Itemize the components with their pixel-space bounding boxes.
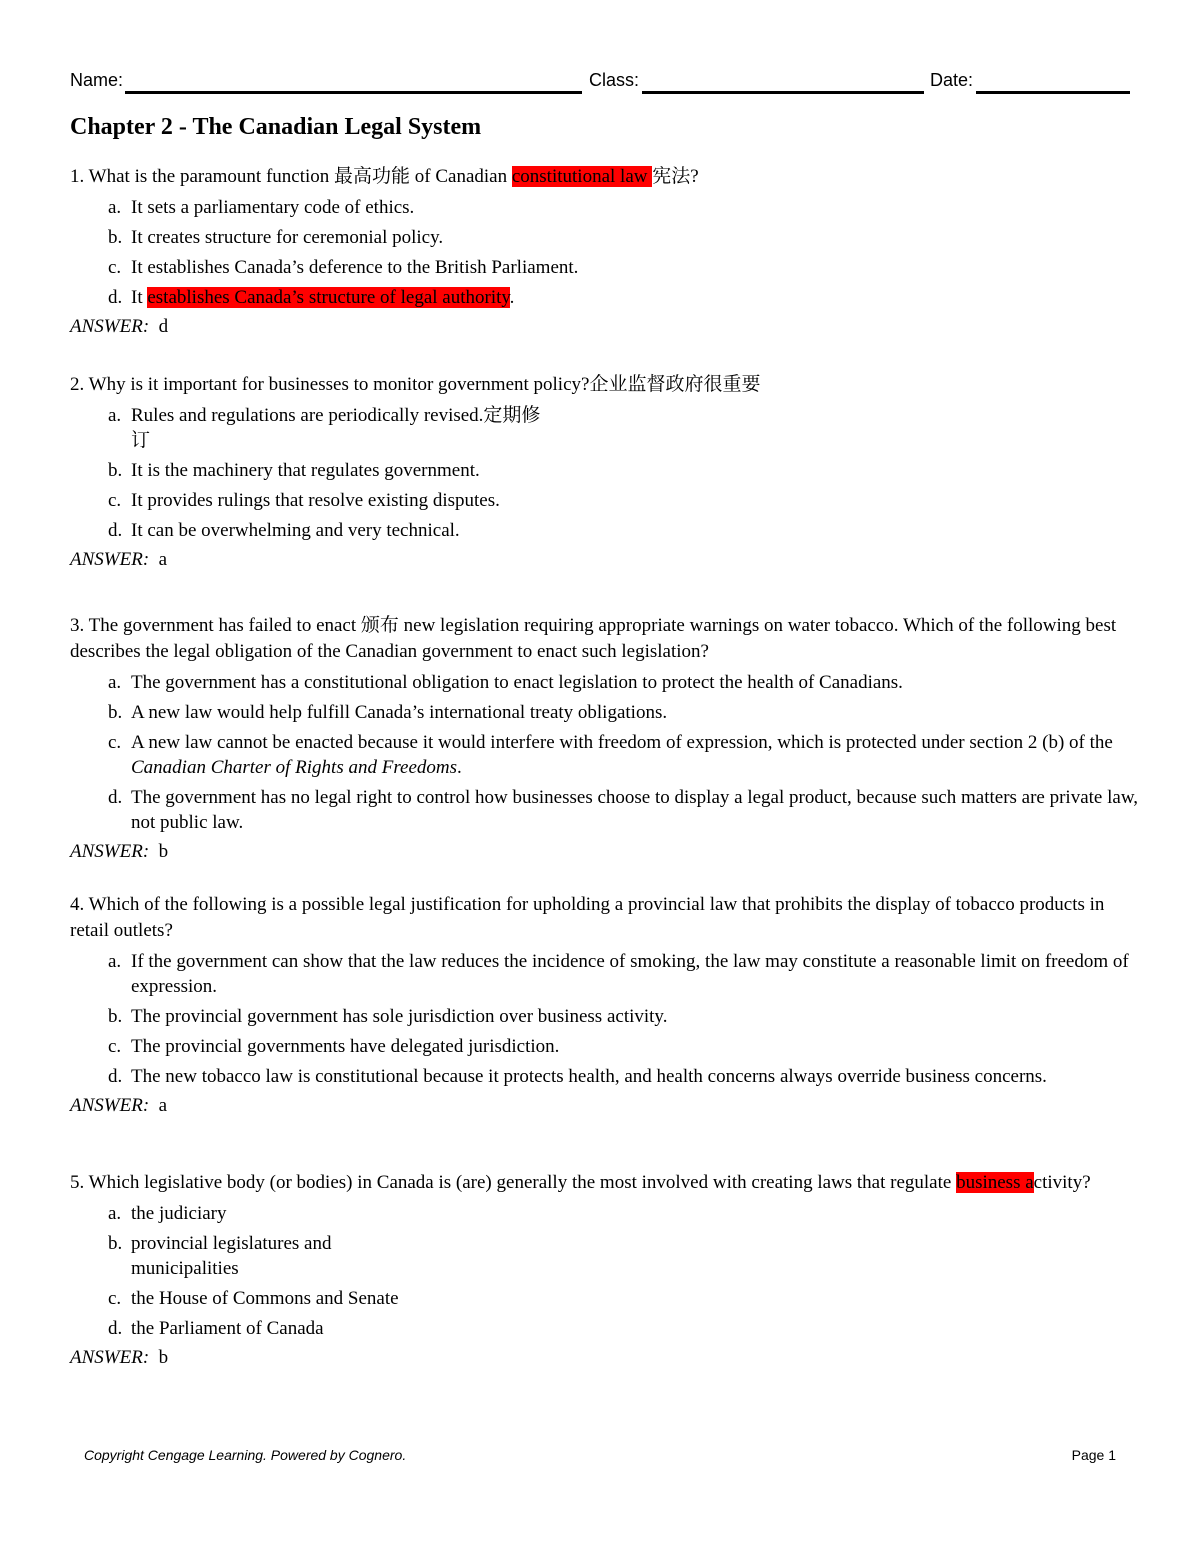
- answer-line: [70, 547, 1140, 573]
- option-text: the Parliament of Canada: [131, 1318, 324, 1339]
- question-stem: [70, 164, 1140, 190]
- option-text: The government has no legal right to control how businesses choose to display a legal product, because such matters are private law, not public law.: [131, 787, 1139, 833]
- option-letter: c.: [108, 257, 122, 278]
- option-text: If the government can show that the law reduces the incidence of smoking, the law may constitute a reasonable limit on freedom of expression.: [131, 951, 1129, 997]
- option-a: [70, 949, 1140, 999]
- option-letter: a.: [108, 951, 122, 972]
- question-stem: [70, 613, 1140, 665]
- question-number: 4.: [70, 894, 85, 915]
- option-text: It establishes Canada’s deference to the British Parliament.: [131, 257, 579, 278]
- answer-line: [70, 314, 1140, 340]
- option-text: It creates structure for ceremonial policy.: [131, 227, 444, 248]
- option-b: [70, 458, 1140, 483]
- highlighted-text: establishes Canada’s structure of legal authority: [147, 287, 510, 308]
- answer-value: a: [158, 1095, 168, 1116]
- option-letter: b.: [108, 702, 123, 723]
- copyright-text: Copyright Cengage Learning. Powered by Cognero.: [84, 1447, 407, 1463]
- option-letter: d.: [108, 1066, 123, 1087]
- option-text: A new law would help fulfill Canada’s international treaty obligations.: [131, 702, 668, 723]
- stem-text: ctivity?: [1033, 1172, 1091, 1193]
- option-letter: a.: [108, 197, 122, 218]
- option-c: [70, 730, 1140, 780]
- option-letter: c.: [108, 490, 122, 511]
- answer-label: ANSWER:: [70, 316, 150, 337]
- answer-value: b: [158, 1347, 169, 1368]
- option-c: [70, 255, 1140, 280]
- option-a: [70, 1201, 1140, 1226]
- option-text: 订: [131, 430, 151, 451]
- option-letter: d.: [108, 520, 123, 541]
- question-3: [70, 613, 1140, 865]
- option-text: .: [509, 287, 515, 308]
- option-a: [70, 670, 1140, 695]
- option-letter: c.: [108, 732, 122, 753]
- charter-title: Canadian Charter of Rights and Freedoms: [131, 757, 457, 778]
- option-letter: b.: [108, 227, 123, 248]
- option-letter: b.: [108, 1233, 123, 1254]
- option-d: [70, 518, 1140, 543]
- option-text: Rules and regulations are periodically revised.定期修: [131, 405, 541, 426]
- option-a: [70, 195, 1140, 220]
- option-letter: d.: [108, 1318, 123, 1339]
- question-stem: [70, 372, 1140, 398]
- question-number: 1.: [70, 166, 85, 187]
- question-number: 5.: [70, 1172, 85, 1193]
- answer-line: [70, 839, 1140, 865]
- option-text: The new tobacco law is constitutional because it protects health, and health concerns always override business concerns.: [131, 1066, 1047, 1087]
- option-c: [70, 1286, 1140, 1311]
- highlighted-text: constitutional law: [511, 166, 653, 187]
- option-d: [70, 1064, 1140, 1089]
- stem-text: The government has failed to enact 颁布 new legislation requiring appropriate warnings on water tobacco. Which of the following best describes the legal obligation of the Canadian government to enact such legislation?: [70, 615, 1117, 662]
- question-number: 3.: [70, 615, 85, 636]
- answer-label: ANSWER:: [70, 841, 150, 862]
- date-label: Date:: [930, 70, 974, 90]
- answer-label: ANSWER:: [70, 1095, 150, 1116]
- answer-label: ANSWER:: [70, 1347, 150, 1368]
- option-text: municipalities: [131, 1258, 239, 1279]
- option-b: [70, 700, 1140, 725]
- option-c: [70, 488, 1140, 513]
- stem-text: What is the paramount function 最高功能 of Canadian: [88, 166, 512, 187]
- question-number: 2.: [70, 374, 85, 395]
- option-text: It: [131, 287, 148, 308]
- answer-value: b: [158, 841, 169, 862]
- question-2: [70, 372, 1140, 573]
- answer-value: a: [158, 549, 168, 570]
- option-text: It is the machinery that regulates government.: [131, 460, 480, 481]
- option-letter: a.: [108, 672, 122, 693]
- answer-line: [70, 1093, 1140, 1119]
- option-letter: a.: [108, 1203, 122, 1224]
- option-letter: b.: [108, 1006, 123, 1027]
- question-stem: [70, 892, 1140, 944]
- stem-text: Which of the following is a possible legal justification for upholding a provincial law that prohibits the display of tobacco products in retail outlets?: [70, 894, 1105, 941]
- option-a: [70, 403, 1140, 453]
- option-text: the judiciary: [131, 1203, 227, 1224]
- question-stem: [70, 1170, 1140, 1196]
- option-letter: b.: [108, 460, 123, 481]
- option-letter: c.: [108, 1288, 122, 1309]
- option-text: It can be overwhelming and very technical.: [131, 520, 460, 541]
- option-d: [70, 285, 1140, 310]
- option-d: [70, 1316, 1140, 1341]
- option-text: provincial legislatures and: [131, 1233, 332, 1254]
- stem-text: Why is it important for businesses to monitor government policy?企业监督政府很重要: [88, 374, 761, 395]
- option-d: [70, 785, 1140, 835]
- date-line: [976, 91, 1130, 94]
- highlighted-text: business a: [956, 1172, 1034, 1193]
- option-text: The provincial governments have delegated jurisdiction.: [131, 1036, 560, 1057]
- class-label: Class:: [589, 70, 640, 90]
- question-1: [70, 164, 1140, 340]
- option-text: .: [457, 757, 462, 778]
- class-line: [642, 91, 924, 94]
- student-info-header: [70, 70, 1130, 96]
- option-text: the House of Commons and Senate: [131, 1288, 399, 1309]
- page-number: Page 1: [1071, 1447, 1116, 1463]
- option-b: [70, 1004, 1140, 1029]
- answer-line: [70, 1345, 1140, 1371]
- stem-text: 宪法?: [652, 166, 699, 187]
- option-letter: a.: [108, 405, 122, 426]
- chapter-title: Chapter 2 - The Canadian Legal System: [70, 114, 482, 140]
- option-letter: c.: [108, 1036, 122, 1057]
- question-4: [70, 892, 1140, 1119]
- name-line: [125, 91, 582, 94]
- option-text: A new law cannot be enacted because it would interfere with freedom of expression, which is protected under section 2 (b) of the: [131, 732, 1113, 753]
- answer-value: d: [158, 316, 169, 337]
- option-letter: d.: [108, 287, 123, 308]
- answer-label: ANSWER:: [70, 549, 150, 570]
- option-letter: d.: [108, 787, 123, 808]
- option-b: [70, 225, 1140, 250]
- option-c: [70, 1034, 1140, 1059]
- option-b: [70, 1231, 1140, 1281]
- page-footer: [84, 1447, 1116, 1467]
- option-text: It sets a parliamentary code of ethics.: [131, 197, 415, 218]
- question-5: [70, 1170, 1140, 1371]
- option-text: The provincial government has sole jurisdiction over business activity.: [131, 1006, 668, 1027]
- name-label: Name:: [70, 70, 124, 90]
- stem-text: Which legislative body (or bodies) in Canada is (are) generally the most involved with creating laws that regulate: [88, 1172, 957, 1193]
- option-text: The government has a constitutional obligation to enact legislation to protect the health of Canadians.: [131, 672, 903, 693]
- option-text: It provides rulings that resolve existing disputes.: [131, 490, 500, 511]
